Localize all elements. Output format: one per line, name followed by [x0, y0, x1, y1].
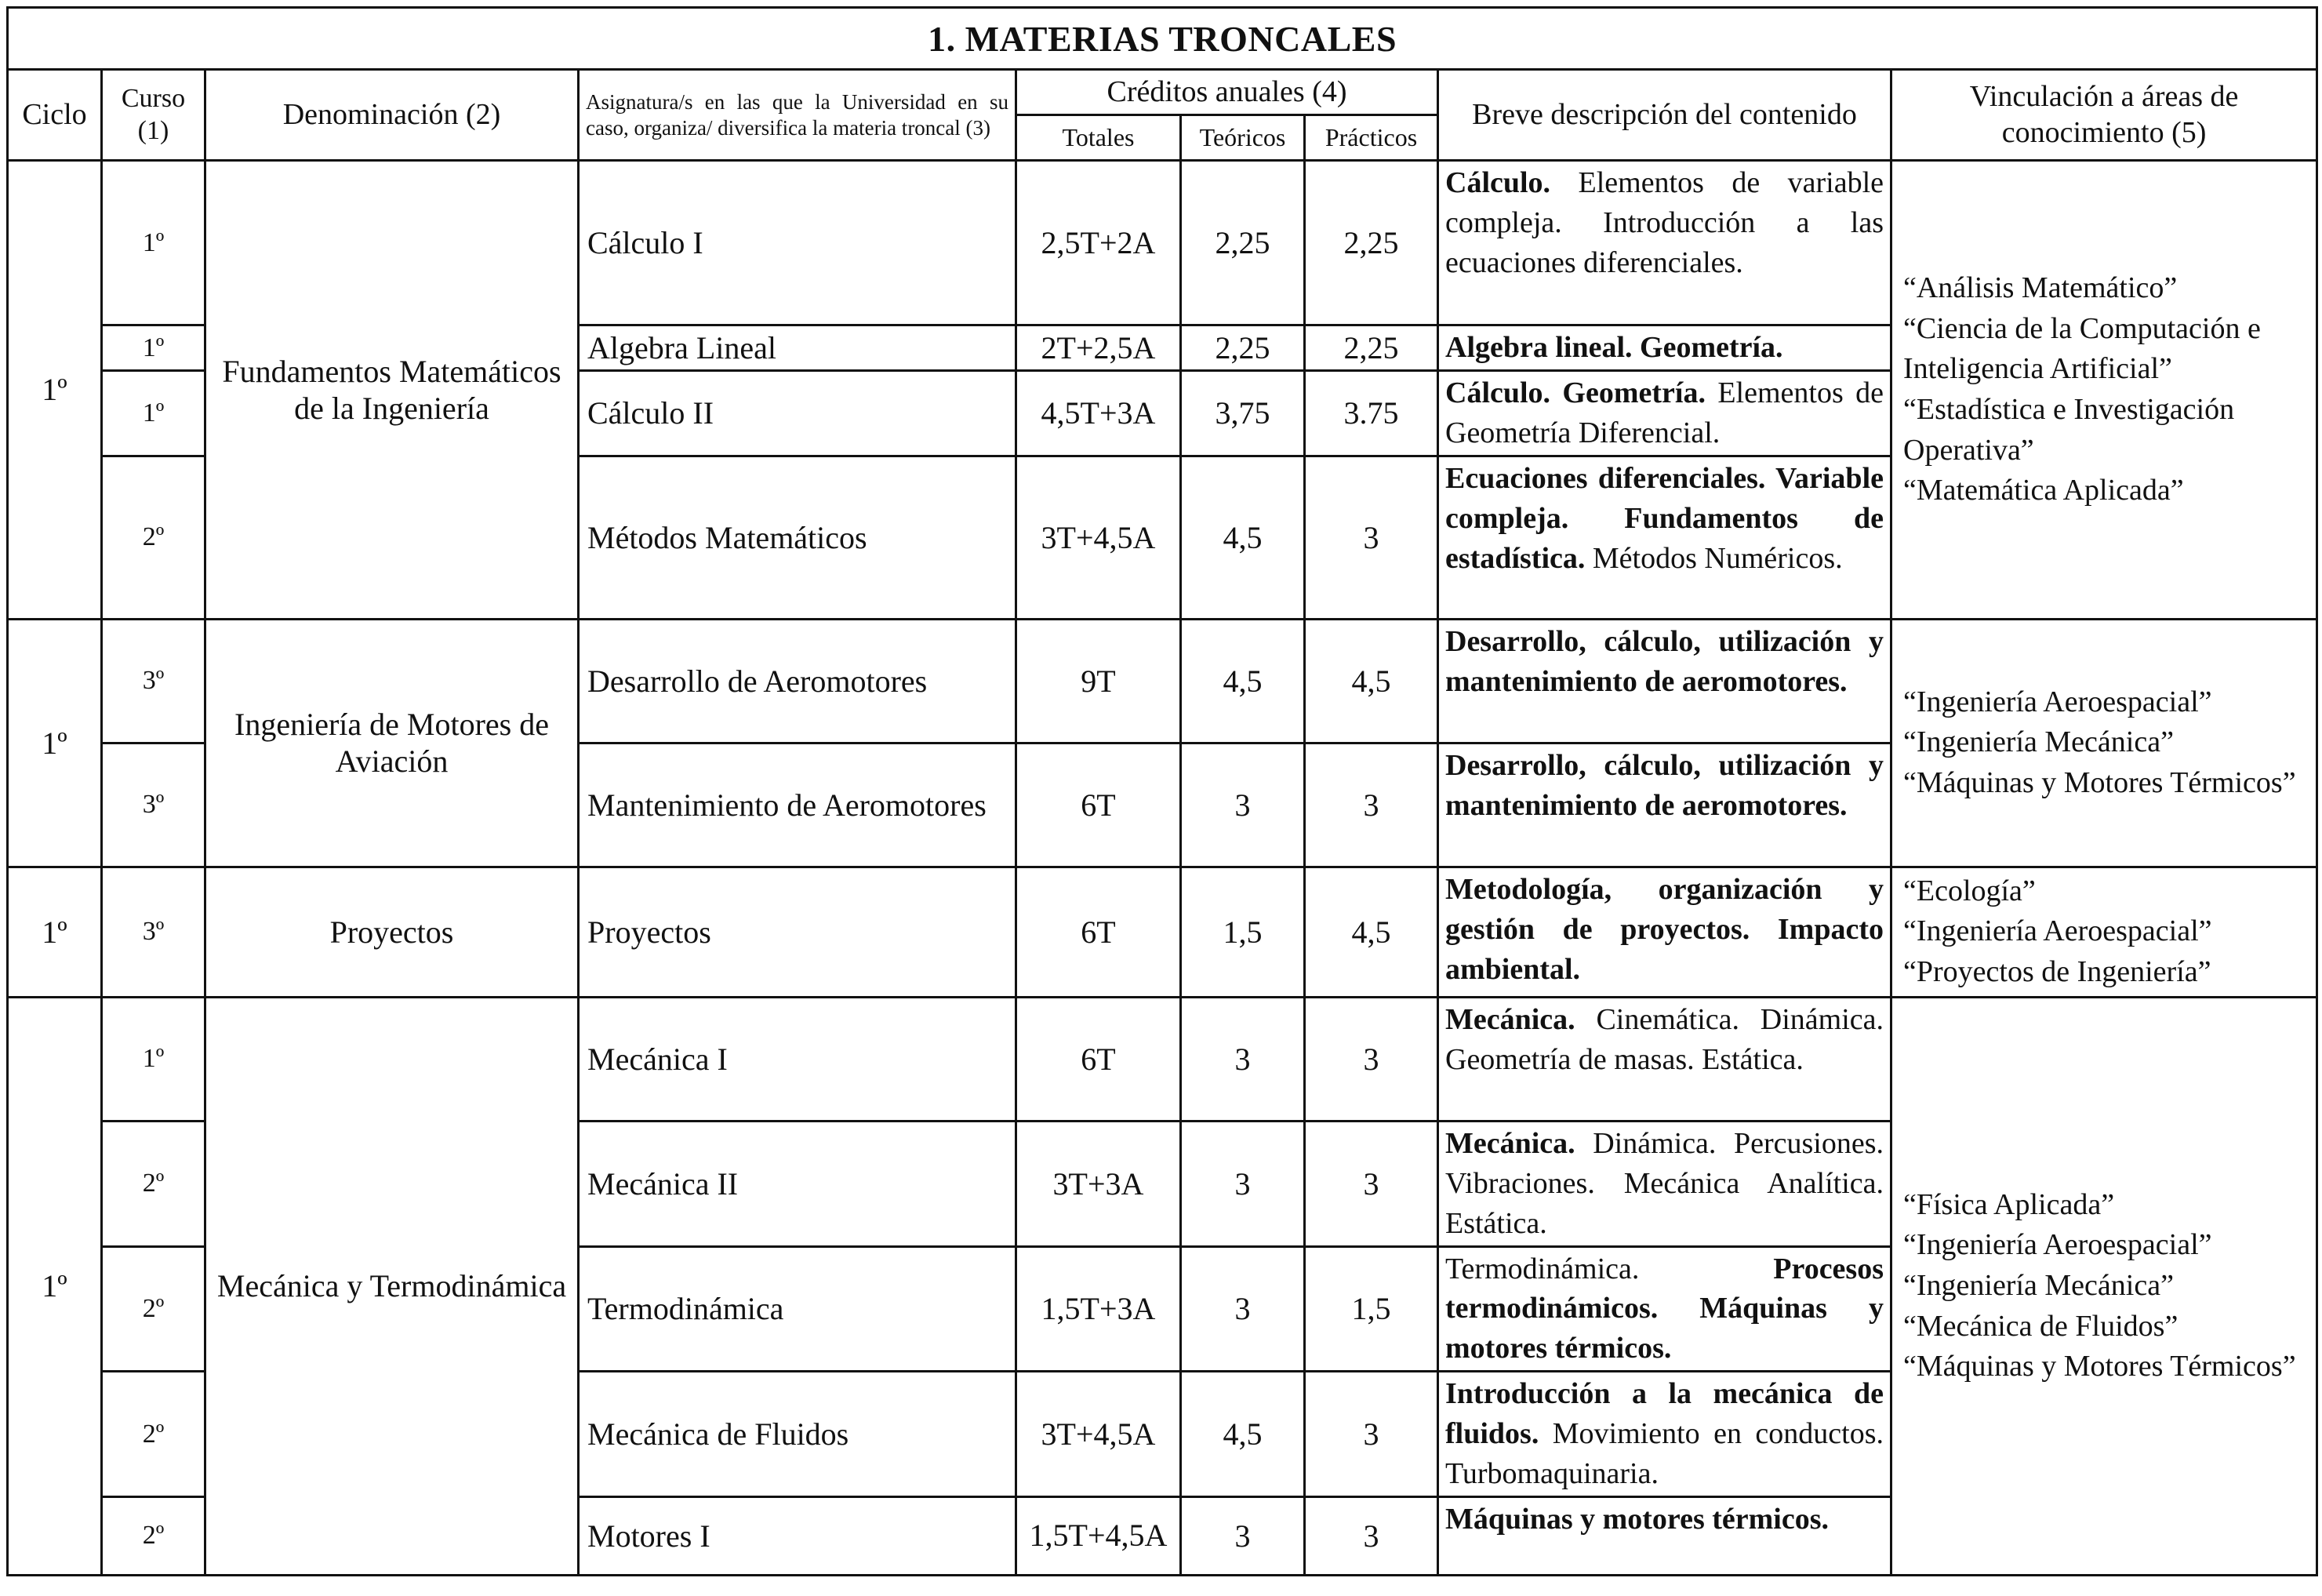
header-practicos: Prácticos	[1305, 115, 1438, 161]
practicos-cell: 4,5	[1305, 619, 1438, 743]
asignatura-cell: Cálculo I	[579, 161, 1016, 325]
header-curso: Curso (1)	[102, 70, 205, 161]
curso-cell: 1º	[102, 997, 205, 1121]
descripcion-cell	[1438, 867, 1891, 997]
practicos-cell: 2,25	[1305, 325, 1438, 371]
area-item: “Ecología”	[1903, 874, 2036, 907]
curso-cell: 1º	[102, 371, 205, 456]
asignatura-cell: Mecánica II	[579, 1121, 1016, 1246]
area-item: “Análisis Matemático”	[1903, 271, 2178, 304]
header-totales: Totales	[1016, 115, 1181, 161]
ciclo-cell: 1º	[8, 867, 102, 997]
descripcion-bold: Máquinas y motores térmicos.	[1445, 1502, 1830, 1536]
teoricos-cell: 3	[1181, 1496, 1305, 1575]
asignatura-cell: Mecánica de Fluidos	[579, 1372, 1016, 1497]
table-title: 1. MATERIAS TRONCALES	[8, 8, 2317, 70]
practicos-cell: 3	[1305, 1121, 1438, 1246]
asignatura-cell: Desarrollo de Aeromotores	[579, 619, 1016, 743]
curso-cell: 1º	[102, 161, 205, 325]
teoricos-cell: 3	[1181, 997, 1305, 1121]
totales-cell: 2,5T+2A	[1016, 161, 1181, 325]
curso-cell: 3º	[102, 619, 205, 743]
practicos-cell: 3	[1305, 1372, 1438, 1497]
asignatura-cell: Termodinámica	[579, 1246, 1016, 1372]
teoricos-cell: 3	[1181, 1246, 1305, 1372]
teoricos-cell: 3,75	[1181, 371, 1305, 456]
curso-cell: 2º	[102, 1246, 205, 1372]
totales-cell: 6T	[1016, 867, 1181, 997]
area-item: “Ingeniería Aeroespacial”	[1903, 1228, 2212, 1262]
asignatura-cell: Cálculo II	[579, 371, 1016, 456]
practicos-cell: 1,5	[1305, 1246, 1438, 1372]
area-item: “Ingeniería Aeroespacial”	[1903, 914, 2212, 948]
descripcion-bold: Cálculo. Geometría.	[1445, 376, 1706, 409]
teoricos-cell: 4,5	[1181, 1372, 1305, 1497]
header-asignatura: Asignatura/s en las que la Universidad en su caso, organiza/ diversifica la materia troncal (3)	[579, 70, 1016, 161]
areas-cell	[1891, 867, 2317, 997]
teoricos-cell: 1,5	[1181, 867, 1305, 997]
totales-cell: 4,5T+3A	[1016, 371, 1181, 456]
teoricos-cell: 3	[1181, 743, 1305, 867]
totales-cell: 6T	[1016, 997, 1181, 1121]
descripcion-cell	[1438, 371, 1891, 456]
practicos-cell: 4,5	[1305, 867, 1438, 997]
table-row	[8, 161, 2317, 325]
ciclo-cell: 1º	[8, 619, 102, 867]
descripcion-bold: Desarrollo, cálculo, utilización y mantenimiento de aeromotores.	[1445, 748, 1884, 822]
totales-cell: 3T+4,5A	[1016, 1372, 1181, 1497]
area-item: “Máquinas y Motores Térmicos”	[1903, 1350, 2296, 1383]
practicos-cell: 3	[1305, 997, 1438, 1121]
denominacion-cell: Proyectos	[205, 867, 579, 997]
area-item: “Proyectos de Ingeniería”	[1903, 955, 2211, 989]
descripcion-text: Termodinámica.	[1445, 1252, 1774, 1285]
descripcion-bold: Mecánica.	[1445, 1126, 1575, 1160]
asignatura-cell: Métodos Matemáticos	[579, 456, 1016, 619]
descripcion-cell	[1438, 1121, 1891, 1246]
descripcion-cell	[1438, 325, 1891, 371]
header-creditos: Créditos anuales (4)	[1016, 70, 1438, 115]
denominacion-cell: Mecánica y Termodinámica	[205, 997, 579, 1575]
descripcion-cell	[1438, 456, 1891, 619]
descripcion-text: Elementos de Geometría Diferencial.	[1445, 376, 1884, 449]
descripcion-text: Cinemática. Dinámica. Geometría de masas. Estática.	[1445, 1002, 1884, 1076]
troncales-table	[6, 6, 2318, 1576]
table-row	[8, 867, 2317, 997]
descripcion-text: Dinámica. Percusiones. Vibraciones. Mecánica Analítica. Estática.	[1445, 1126, 1884, 1240]
descripcion-bold: Procesos termodinámicos. Máquinas y motores térmicos.	[1445, 1252, 1884, 1365]
areas-cell	[1891, 619, 2317, 867]
header-descripcion: Breve descripción del contenido	[1438, 70, 1891, 161]
practicos-cell: 3.75	[1305, 371, 1438, 456]
table-row	[8, 619, 2317, 743]
area-item: “Estadística e Investigación Operativa”	[1903, 392, 2235, 467]
practicos-cell: 2,25	[1305, 161, 1438, 325]
descripcion-bold: Metodología, organización y gestión de proyectos. Impacto ambiental.	[1445, 872, 1884, 986]
descripcion-cell	[1438, 743, 1891, 867]
asignatura-cell: Motores I	[579, 1496, 1016, 1575]
ciclo-cell: 1º	[8, 997, 102, 1575]
descripcion-cell	[1438, 1372, 1891, 1497]
curso-cell: 1º	[102, 325, 205, 371]
curso-cell: 3º	[102, 867, 205, 997]
totales-cell: 9T	[1016, 619, 1181, 743]
area-item: “Matemática Aplicada”	[1903, 474, 2184, 507]
descripcion-bold: Cálculo.	[1445, 166, 1551, 199]
denominacion-cell: Ingeniería de Motores de Aviación	[205, 619, 579, 867]
curso-cell: 2º	[102, 1121, 205, 1246]
descripcion-text: Movimiento en conductos. Turbomaquinaria.	[1445, 1417, 1884, 1491]
area-item: “Física Aplicada”	[1903, 1187, 2115, 1221]
descripcion-cell	[1438, 1496, 1891, 1575]
area-item: “Ingeniería Aeroespacial”	[1903, 685, 2212, 718]
descripcion-bold: Ecuaciones diferenciales. Variable compleja. Fundamentos de estadística.	[1445, 461, 1884, 575]
practicos-cell: 3	[1305, 456, 1438, 619]
descripcion-bold: Introducción a la mecánica de fluidos.	[1445, 1377, 1884, 1451]
area-item: “Máquinas y Motores Térmicos”	[1903, 766, 2296, 800]
descripcion-cell	[1438, 1246, 1891, 1372]
descripcion-cell	[1438, 161, 1891, 325]
areas-cell	[1891, 997, 2317, 1575]
descripcion-text: Métodos Numéricos.	[1585, 541, 1843, 575]
curso-cell: 3º	[102, 743, 205, 867]
totales-cell: 3T+3A	[1016, 1121, 1181, 1246]
curso-cell: 2º	[102, 1372, 205, 1497]
practicos-cell: 3	[1305, 743, 1438, 867]
totales-cell: 2T+2,5A	[1016, 325, 1181, 371]
teoricos-cell: 3	[1181, 1121, 1305, 1246]
header-teoricos: Teóricos	[1181, 115, 1305, 161]
curso-cell: 2º	[102, 456, 205, 619]
descripcion-bold: Algebra lineal. Geometría.	[1445, 331, 1783, 364]
asignatura-cell: Proyectos	[579, 867, 1016, 997]
curso-cell: 2º	[102, 1496, 205, 1575]
header-ciclo: Ciclo	[8, 70, 102, 161]
descripcion-cell	[1438, 997, 1891, 1121]
asignatura-cell: Mantenimiento de Aeromotores	[579, 743, 1016, 867]
teoricos-cell: 2,25	[1181, 161, 1305, 325]
area-item: “Ingeniería Mecánica”	[1903, 1269, 2174, 1303]
descripcion-bold: Desarrollo, cálculo, utilización y mantenimiento de aeromotores.	[1445, 624, 1884, 698]
area-item: “Mecánica de Fluidos”	[1903, 1309, 2178, 1343]
totales-cell: 1,5T+3A	[1016, 1246, 1181, 1372]
areas-cell	[1891, 161, 2317, 620]
asignatura-cell: Mecánica I	[579, 997, 1016, 1121]
teoricos-cell: 2,25	[1181, 325, 1305, 371]
teoricos-cell: 4,5	[1181, 619, 1305, 743]
table-row	[8, 997, 2317, 1121]
area-item: “Ciencia de la Computación e Inteligencia Artificial”	[1903, 311, 2261, 386]
totales-cell: 6T	[1016, 743, 1181, 867]
denominacion-cell: Fundamentos Matemáticos de la Ingeniería	[205, 161, 579, 620]
header-vinculacion: Vinculación a áreas de conocimiento (5)	[1891, 70, 2317, 161]
area-item: “Ingeniería Mecánica”	[1903, 725, 2174, 759]
totales-cell: 1,5T+4,5A	[1016, 1496, 1181, 1575]
practicos-cell: 3	[1305, 1496, 1438, 1575]
totales-cell: 3T+4,5A	[1016, 456, 1181, 619]
ciclo-cell: 1º	[8, 161, 102, 620]
descripcion-text: Elementos de variable compleja. Introducción a las ecuaciones diferenciales.	[1445, 166, 1884, 279]
header-denominacion: Denominación (2)	[205, 70, 579, 161]
descripcion-cell	[1438, 619, 1891, 743]
teoricos-cell: 4,5	[1181, 456, 1305, 619]
asignatura-cell: Algebra Lineal	[579, 325, 1016, 371]
descripcion-bold: Mecánica.	[1445, 1002, 1575, 1036]
